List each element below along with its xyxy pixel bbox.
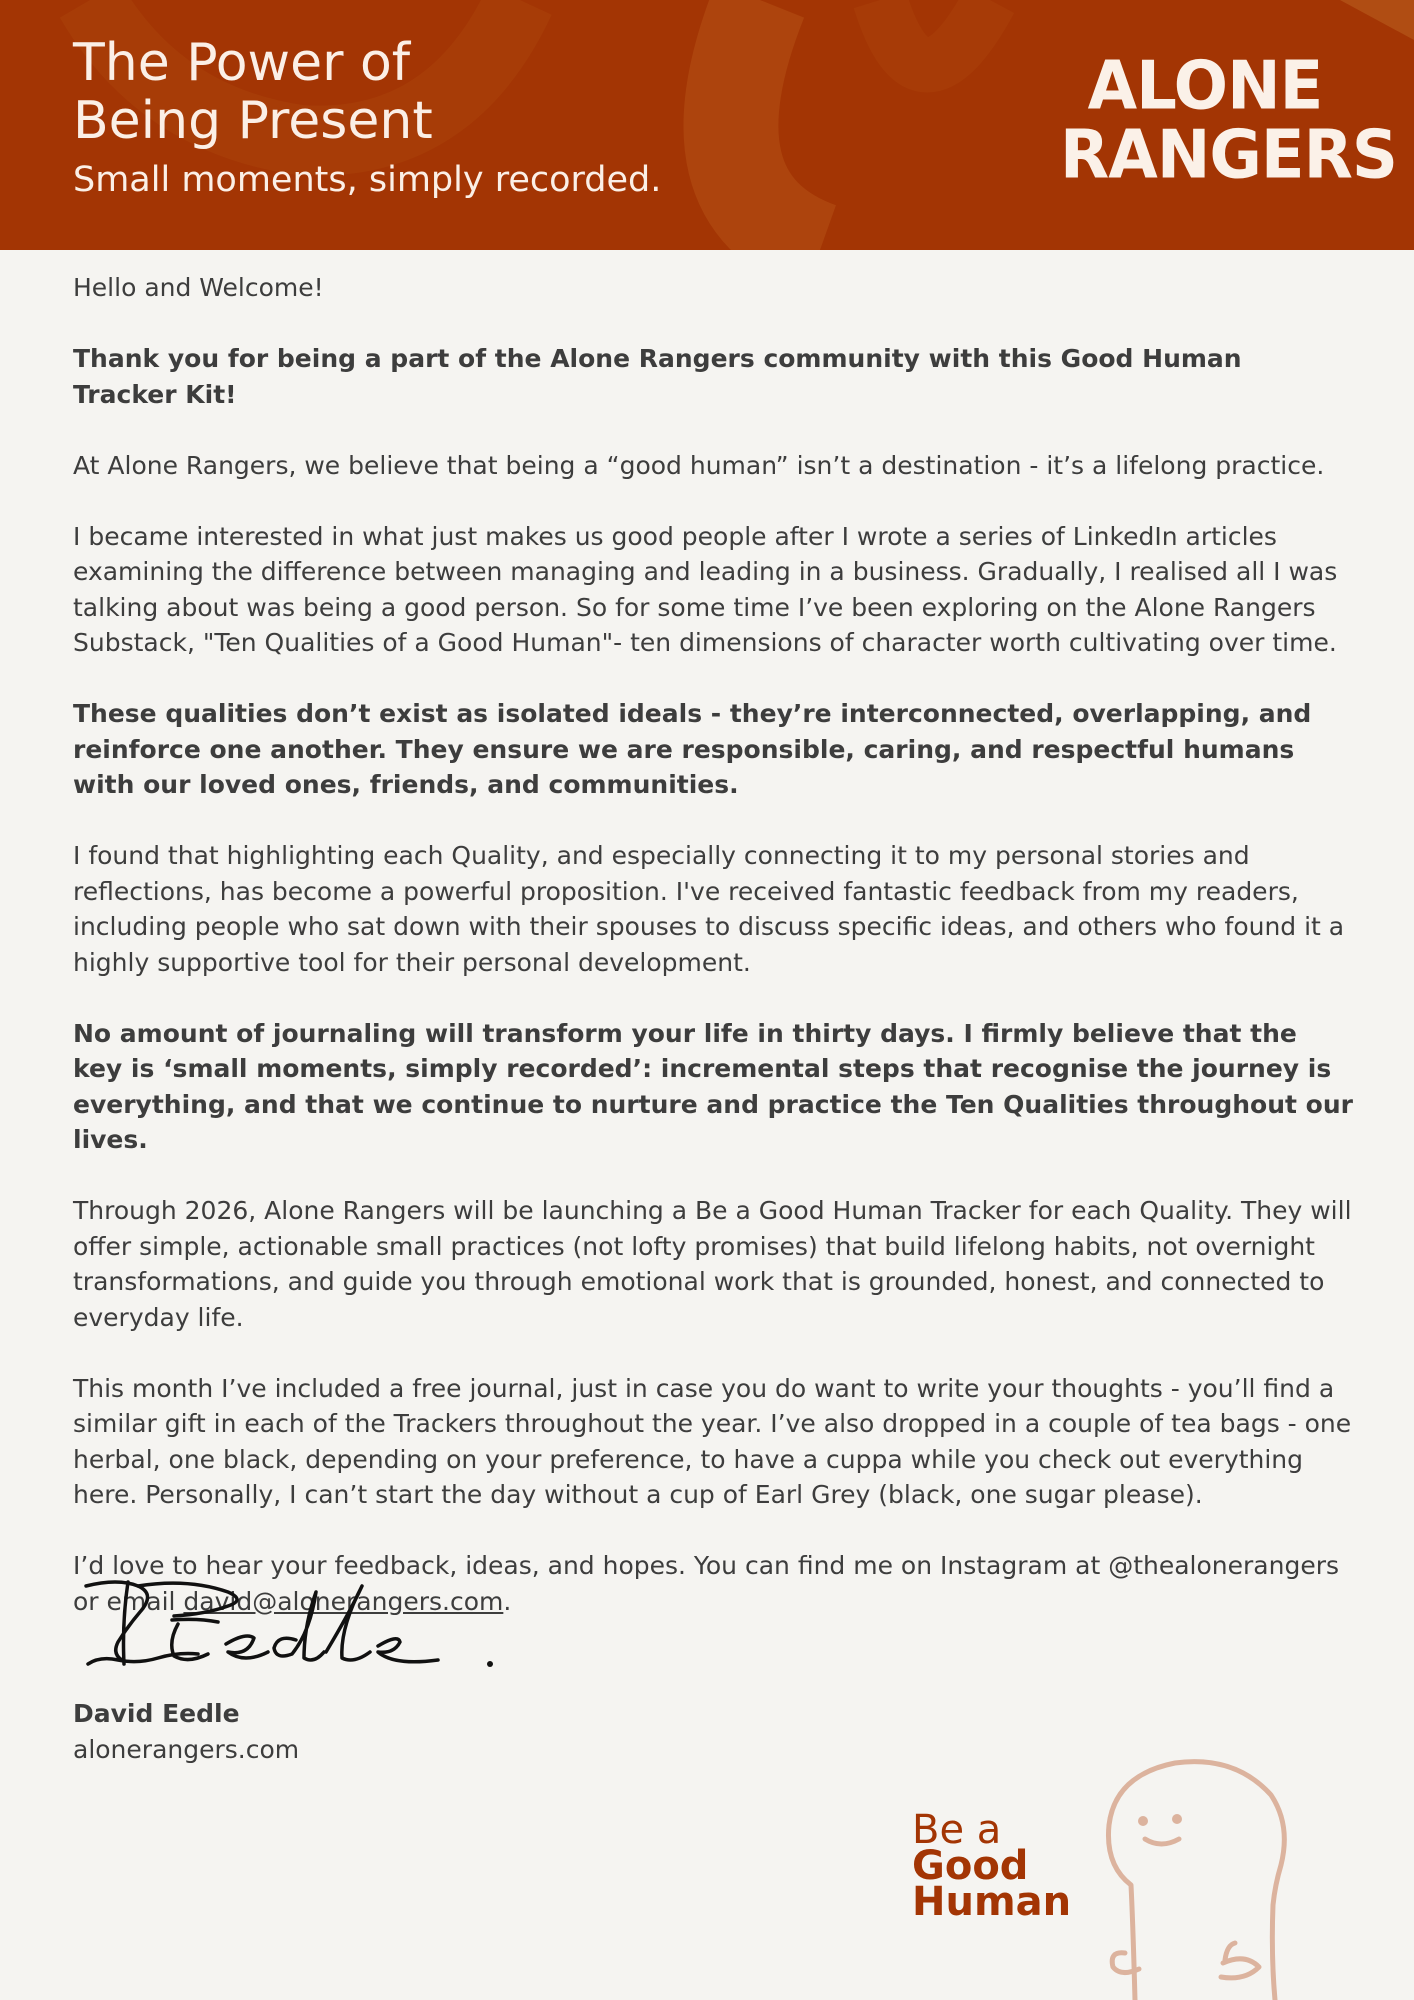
bgh-line-3: Human <box>912 1879 1072 1925</box>
bgh-line-2: Good <box>912 1843 1029 1889</box>
mascot-character-icon <box>1095 1755 1315 2000</box>
signer-name: David Eedle <box>73 1699 240 1728</box>
paragraph-feedback: I found that highlighting each Quality, and especially connecting it to my personal stories and reflections, has become a powerful proposition. I've received fantastic feedback from my readers, including people who sat down with their spouses to discuss specific ideas, and others who found it a highly supportive tool for their personal development. <box>73 841 1345 977</box>
paragraph-belief: At Alone Rangers, we believe that being a “good human” isn’t a destination - it’s a lifelong practice. <box>73 450 1325 480</box>
page-subtitle: Small moments, simply recorded. <box>73 160 662 200</box>
paragraph-journaling: No amount of journaling will transform your life in thirty days. I firmly believe that the key is ‘small moments, simply recorded’: incremental steps that recognise the journey is everything, and that we continue to nurture and practice the Ten Qualities throughout our lives. <box>73 1018 1353 1154</box>
logo-line-1: ALONE <box>1087 47 1323 126</box>
be-a-good-human-logo <box>912 1807 1072 1925</box>
contact-text: I’d love to hear your feedback, ideas, and hopes. You can find me on Instagram at @thealonerangers or email <box>73 1551 1340 1616</box>
handwritten-signature <box>78 1572 508 1682</box>
contact-end: . <box>503 1586 512 1616</box>
header-banner <box>0 0 1414 250</box>
email-link[interactable]: david@alonerangers.com <box>183 1586 504 1616</box>
paragraph-origin: I became interested in what just makes us good people after I wrote a series of LinkedIn articles examining the difference between managing and leading in a business. Gradually, I realised all I was talking about was being a good person. So for some time I’ve been exploring on the Alone Rangers Substack, "Ten Qualities of a Good Human"- ten dimensions of character worth cultivating over time. <box>73 521 1338 657</box>
signoff-block <box>73 1696 299 1767</box>
paragraph-tracker: Through 2026, Alone Rangers will be launching a Be a Good Human Tracker for each Quality. They will offer simple, actionable small practices (not lofty promises) that build lifelong habits, not overnight transformations, and guide you through emotional work that is grounded, honest, and connected to everyday life. <box>73 1196 1352 1332</box>
paragraph-gift: This month I’ve included a free journal, just in case you do want to write your thoughts - you’ll find a similar gift in each of the Trackers throughout the year. I’ve also dropped in a couple of tea bags - one herbal, one black, depending on your preference, to have a cuppa while you check out everything here. Personally, I can’t start the day without a cup of Earl Grey (black, one sugar please). <box>73 1373 1352 1509</box>
title-line-2: Being Present <box>73 91 433 151</box>
paragraph-thanks: Thank you for being a part of the Alone Rangers community with this Good Human Tracker Kit! <box>73 344 1242 409</box>
title-line-1: The Power of <box>73 33 411 93</box>
page-title <box>73 34 433 150</box>
letter-body <box>73 270 1353 1655</box>
logo-line-2: RANGERS <box>1060 116 1397 195</box>
greeting: Hello and Welcome! <box>73 273 324 302</box>
alone-rangers-logo <box>1060 47 1397 195</box>
paragraph-qualities: These qualities don’t exist as isolated ideals - they’re interconnected, overlapping, and reinforce one another. They ensure we are responsible, caring, and respectful humans with our loved ones, friends, and communities. <box>73 699 1312 799</box>
signer-website: alonerangers.com <box>73 1734 300 1764</box>
bgh-line-1: Be a <box>912 1807 1002 1853</box>
